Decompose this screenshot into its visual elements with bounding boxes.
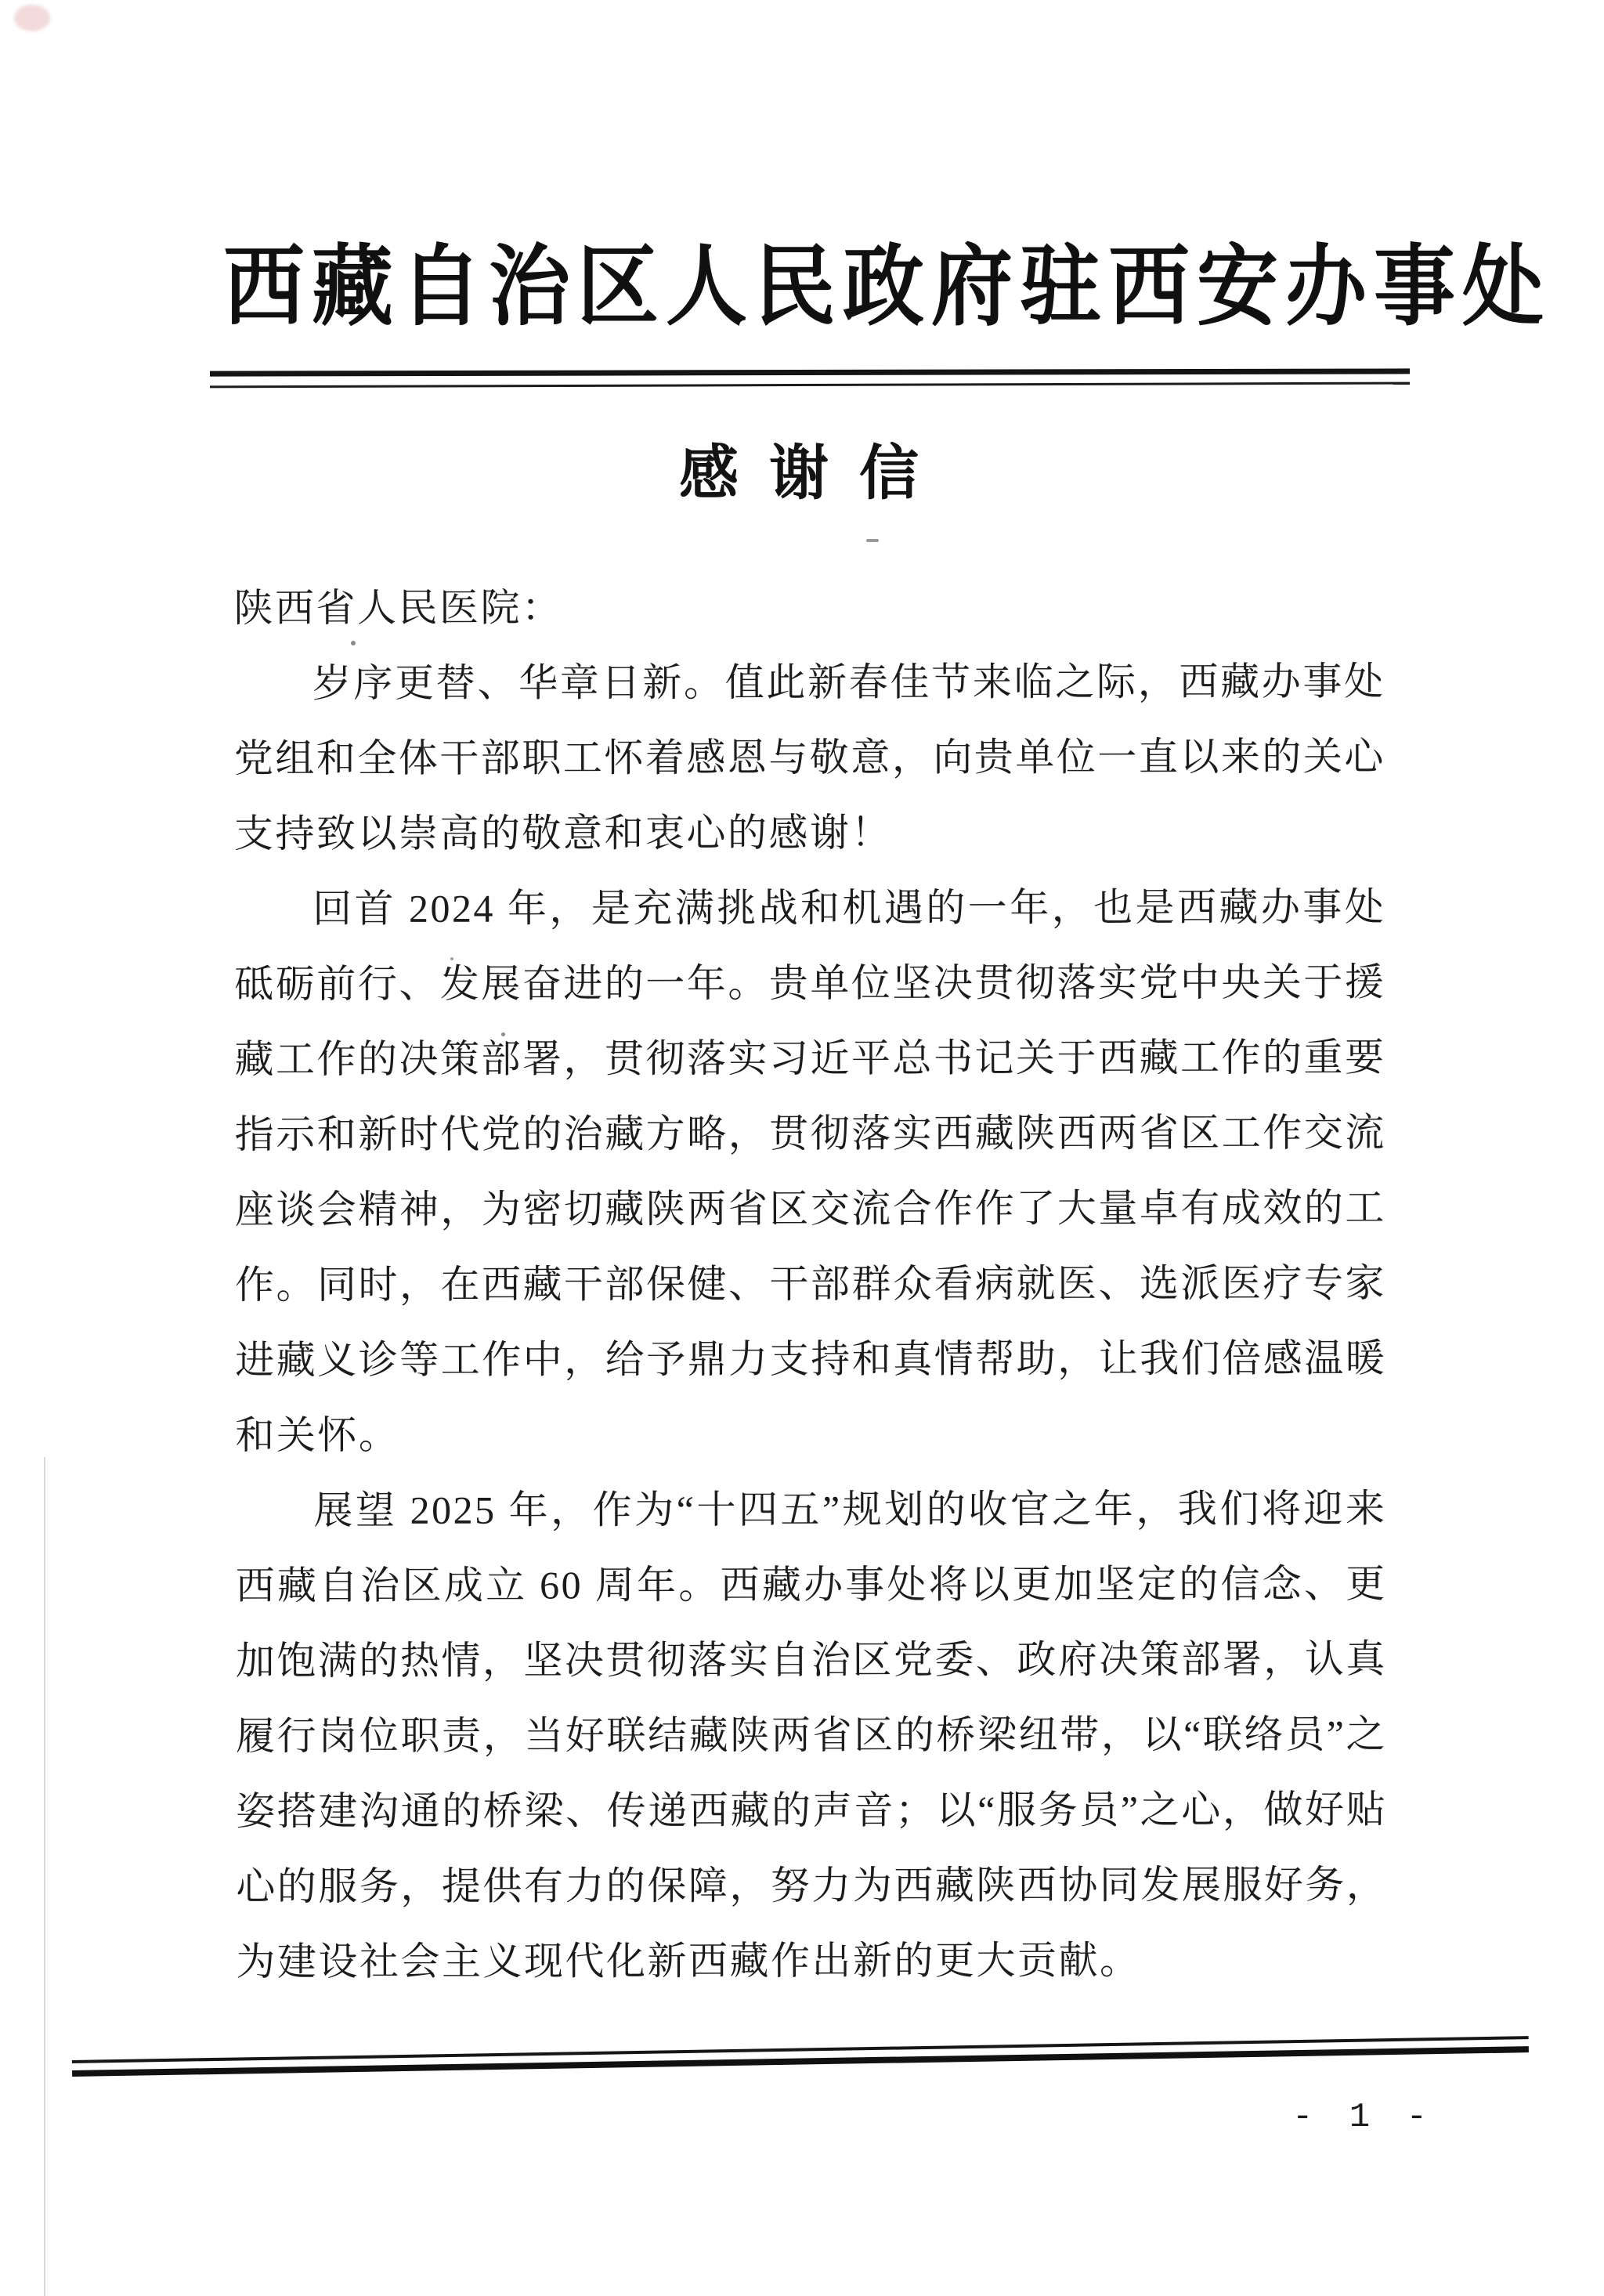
- divider-line-thick: [210, 368, 1410, 376]
- salutation: 陕西省人民医院：: [233, 585, 563, 631]
- scan-edge-line: [44, 1457, 45, 2296]
- paragraph-greeting: 岁序更替、华章日新。值此新春佳节来临之际，西藏办事处党组和全体干部职工怀着感恩与敬意，向贵单位一直以来的关心支持致以崇高的敬意和衷心的感谢！: [233, 659, 1385, 856]
- organization-name: 西藏自治区人民政府驻西安办事处: [223, 239, 1552, 337]
- divider-line-thin: [210, 382, 1410, 389]
- page-number: - 1 -: [1292, 2098, 1436, 2137]
- letter-title: 感 谢 信: [679, 441, 927, 507]
- scan-artifact-smudge: [14, 5, 50, 31]
- letterhead-divider: [210, 370, 1410, 386]
- footer-divider: [72, 2036, 1529, 2077]
- paragraph-review-2024: 回首 2024 年，是充满挑战和机遇的一年，也是西藏办事处砥砺前行、发展奋进的一年。贵单位坚决贯彻落实党中央关于援藏工作的决策部署，贯彻落实习近平总书记关于西藏工作的重要指示和新时代党的治藏方略，贯彻落实西藏陕西两省区工作交流座谈会精神，为密切藏陕两省区交流合作作了大量卓有成效的工作。同时，在西藏干部保健、干部群众看病就医、选派医疗专家进藏义诊等工作中，给予鼎力支持和真情帮助，让我们倍感温暖和关怀。: [234, 884, 1387, 1458]
- letter-body: [233, 569, 1387, 2000]
- paragraph-outlook-2025: 展望 2025 年，作为“十四五”规划的收官之年，我们将迎来西藏自治区成立 60 周年。西藏办事处将以更加坚定的信念、更加饱满的热情，坚决贯彻落实自治区党委、政府决策部署，认真履行岗位职责，当好联结藏陕两省区的桥梁纽带，以“联络员”之姿搭建沟通的桥梁、传递西藏的声音；以“服务员”之心，做好贴心的服务，提供有力的保障，努力为西藏陕西协同发展服好务，为建设社会主义现代化新西藏作出新的更大贡献。: [235, 1486, 1388, 1984]
- scan-speck: [866, 539, 879, 542]
